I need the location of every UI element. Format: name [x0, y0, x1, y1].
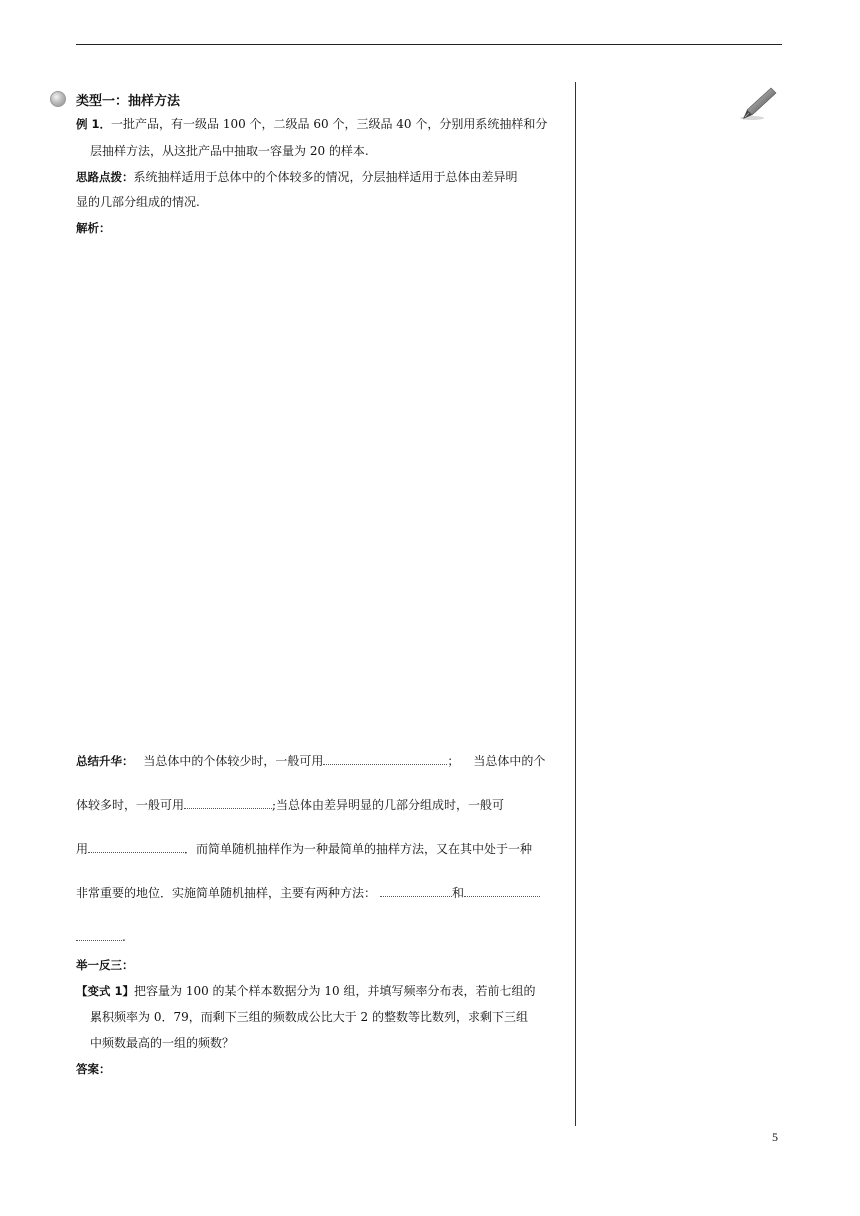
- summary-text-5: ;当总体由差异明显的几部分组成时，一般可: [272, 798, 505, 812]
- margin-divider: [575, 82, 576, 1126]
- summary-line3: [76, 840, 532, 858]
- answer-label: 答案：: [76, 1062, 111, 1076]
- variant-1-line3: 中频数最高的一组的频数？: [90, 1036, 235, 1050]
- section-heading: [50, 89, 180, 109]
- example-1-label: 例 1．: [76, 117, 112, 131]
- hint-text-1: 系统抽样适用于总体中的个体较多的情况，分层抽样适用于总体由差异明: [133, 170, 518, 184]
- gray-sphere-bullet-icon: [50, 91, 66, 107]
- example-1-text-1: 一批产品，有一级品 100 个，二级品 60 个，三级品 40 个，分别用系统抽样和分: [111, 117, 548, 131]
- summary-text-8: 非常重要的地位．实施简单随机抽样，主要有两种方法：: [76, 886, 377, 900]
- fill-blank-5-continued[interactable]: [76, 928, 122, 941]
- summary-text-3: 当总体中的个: [473, 754, 546, 768]
- summary-text-1: 当总体中的个体较少时，一般可用: [143, 754, 324, 768]
- fill-blank-2[interactable]: [184, 796, 272, 809]
- variant-1-line2: 累积频率为 0．79，而剩下三组的频数成公比大于 2 的整数等比数列，求剩下三组: [90, 1010, 528, 1024]
- fill-blank-4[interactable]: [380, 884, 452, 897]
- fountain-pen-icon: [738, 86, 778, 122]
- section-title: 类型一：抽样方法: [76, 93, 181, 109]
- fill-blank-5[interactable]: [464, 884, 540, 897]
- summary-text-2: ；: [447, 754, 460, 768]
- variant-1-label: 【变式 1】: [76, 984, 135, 998]
- summary-label: 总结升华：: [76, 754, 134, 768]
- summary-text-4: 体较多时，一般可用: [76, 798, 185, 812]
- summary-text-9: 和: [452, 886, 465, 900]
- practice-label: 举一反三：: [76, 958, 134, 972]
- fill-blank-1[interactable]: [323, 752, 447, 765]
- summary-line4: [76, 884, 540, 902]
- header-rule: [76, 44, 782, 45]
- summary-text-6: 用: [76, 842, 89, 856]
- fill-blank-3[interactable]: [88, 840, 184, 853]
- summary-text-7: ．而简单随机抽样作为一种最简单的抽样方法，又在其中处于一种: [184, 842, 533, 856]
- summary-text-10: .: [122, 930, 126, 944]
- variant-1-line1: [76, 982, 535, 1000]
- variant-1-text-1: 把容量为 100 的某个样本数据分为 10 组，并填写频率分布表，若前七组的: [134, 984, 536, 998]
- hint-line1: [76, 168, 518, 186]
- summary-line2: [76, 796, 504, 814]
- analysis-label: 解析：: [76, 221, 111, 235]
- summary-line1: [76, 752, 545, 770]
- page-number: 5: [772, 1130, 778, 1144]
- hint-label: 思路点拨：: [76, 170, 134, 184]
- hint-line2: 显的几部分组成的情况.: [76, 195, 200, 209]
- example-1-line1: [76, 115, 547, 133]
- summary-line5: [76, 928, 126, 946]
- example-1-line2: 层抽样方法，从这批产品中抽取一容量为 20 的样本.: [90, 144, 369, 158]
